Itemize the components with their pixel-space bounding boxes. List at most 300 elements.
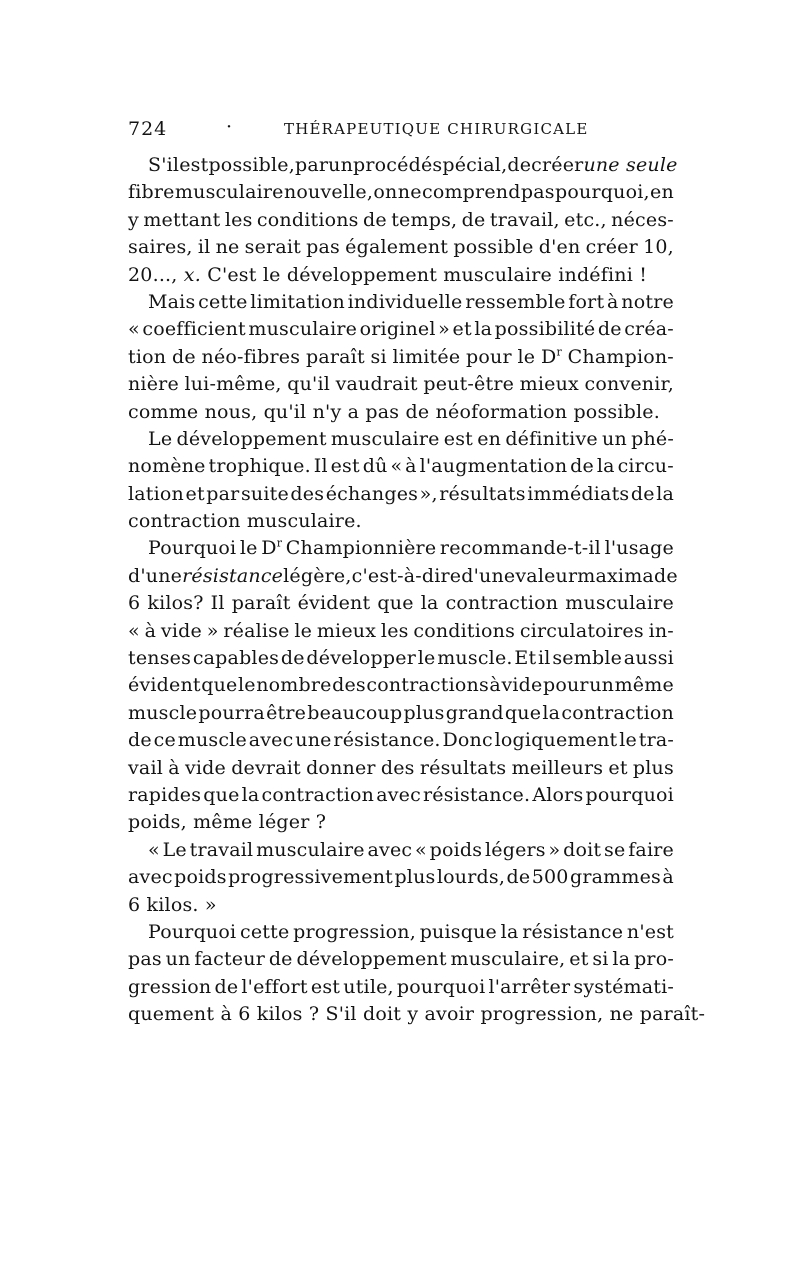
word: pas <box>365 400 400 423</box>
word: possible, <box>208 154 295 176</box>
word: la <box>542 701 561 724</box>
text-line <box>128 645 674 672</box>
word: de <box>214 975 239 998</box>
word: un <box>589 674 615 697</box>
word: vide <box>160 619 202 642</box>
word: dû <box>362 455 388 478</box>
word: avec <box>376 783 421 806</box>
word: serait <box>244 236 301 259</box>
word: résistance <box>182 564 284 587</box>
word: peut-être <box>423 373 515 396</box>
word: la <box>241 783 260 806</box>
word: la <box>656 482 674 505</box>
word: limitée <box>392 345 461 368</box>
word: léger ? <box>258 811 327 834</box>
word: de <box>507 154 532 176</box>
word: même <box>614 674 674 697</box>
word: d'en <box>538 236 581 259</box>
word: x. <box>183 263 201 286</box>
word: contraction <box>128 510 241 533</box>
word: l'arrêter <box>488 975 571 998</box>
word: pour <box>542 674 589 697</box>
word: l'effort <box>241 975 308 998</box>
text-line <box>128 700 674 727</box>
word: Alors <box>532 783 584 806</box>
word: d'une <box>128 564 183 587</box>
text-line <box>128 892 674 919</box>
word: par <box>294 154 329 176</box>
word: musculaire <box>248 318 358 341</box>
word: Le <box>162 838 187 861</box>
word: les <box>380 619 409 642</box>
word: le <box>417 647 436 670</box>
word: » <box>548 838 561 861</box>
word: être <box>266 701 307 724</box>
word: travail <box>189 838 254 861</box>
word: mieux <box>316 619 377 642</box>
word: développer <box>306 647 416 670</box>
word: un <box>602 427 627 450</box>
text-line <box>128 809 674 836</box>
word: originel <box>359 318 436 341</box>
word: devrait <box>231 756 301 779</box>
word: résultats <box>419 756 507 779</box>
word: pas <box>128 948 162 971</box>
word: des <box>332 674 366 697</box>
word: musculaire <box>443 263 552 286</box>
word: comprend <box>421 181 521 204</box>
word: et <box>569 948 589 971</box>
word: le <box>619 729 637 752</box>
word: meilleurs <box>511 756 604 779</box>
word: ce <box>153 729 176 752</box>
word: mieux <box>519 373 579 396</box>
text-line <box>128 344 674 371</box>
word: faire <box>628 838 674 861</box>
word: individuelle <box>347 290 463 313</box>
word: trophique. <box>208 455 311 478</box>
word: avec <box>128 866 173 889</box>
word: nouvelle, <box>283 181 374 204</box>
text-line <box>128 399 674 426</box>
text-line <box>128 837 674 864</box>
word: est <box>330 455 360 478</box>
word: quement <box>128 1003 215 1026</box>
text-line <box>128 152 678 179</box>
word: paraît <box>305 345 365 368</box>
word: légers <box>485 838 546 861</box>
word: nous, <box>204 400 258 423</box>
word: temps, <box>391 208 458 231</box>
word: muscle. <box>437 647 513 670</box>
text-line <box>128 535 674 562</box>
word: l'usage <box>604 537 674 560</box>
word: limitation <box>250 290 345 313</box>
text-line <box>128 727 674 754</box>
word: plus <box>632 756 674 779</box>
word: musculaire <box>256 838 365 861</box>
word: aussi <box>623 647 674 670</box>
word: en <box>650 181 674 204</box>
word: la <box>500 920 519 943</box>
word: kilos ? <box>256 1003 320 1026</box>
word: fort <box>568 290 605 313</box>
word: plus <box>394 866 436 889</box>
word: progressivement <box>228 866 394 889</box>
word: S'il <box>325 1003 357 1026</box>
word: néoformation <box>435 400 568 423</box>
word: le <box>517 345 536 368</box>
word: qu'il <box>287 373 330 396</box>
word: saires, <box>128 236 193 259</box>
word: et <box>608 756 628 779</box>
word: gression <box>128 975 212 998</box>
text-line <box>128 672 674 699</box>
word: cette <box>198 290 248 313</box>
word: c'est-à-dire <box>351 564 462 587</box>
word: kilos. <box>146 893 199 916</box>
word: lourds, <box>436 866 506 889</box>
word: que <box>377 592 414 615</box>
word: la <box>474 318 493 341</box>
word: a <box>347 400 360 423</box>
word: cette <box>240 920 290 943</box>
running-header <box>128 118 672 146</box>
body-text <box>128 152 706 1029</box>
word: se <box>604 838 626 861</box>
word: échanges <box>325 482 419 505</box>
word: capables <box>192 647 280 670</box>
word: les <box>224 208 253 231</box>
word: est <box>179 154 209 176</box>
word: vail <box>128 756 164 779</box>
word: que <box>201 674 238 697</box>
word: de <box>268 948 293 971</box>
word: la <box>596 455 615 478</box>
word: d'une <box>461 564 516 587</box>
text-line <box>128 946 674 973</box>
text-line <box>128 1001 706 1028</box>
word: le <box>239 537 258 560</box>
word: Et <box>514 647 537 670</box>
word: développement <box>296 948 447 971</box>
word: conditions <box>413 619 516 642</box>
word: est <box>443 427 474 450</box>
text-line <box>128 782 674 809</box>
word: Pourquoi <box>148 920 237 943</box>
word: nomène <box>128 455 206 478</box>
word: poids <box>174 866 227 889</box>
word: et <box>185 482 205 505</box>
word: « <box>128 619 140 642</box>
text-line <box>128 563 678 590</box>
word: pourquoi, <box>555 181 650 204</box>
word: la <box>420 592 439 615</box>
word: de <box>171 345 196 368</box>
word: des <box>290 482 325 505</box>
word: doit <box>362 1003 402 1026</box>
word: il <box>197 236 211 259</box>
word: C'est <box>207 263 257 286</box>
text-line <box>128 618 674 645</box>
word: résistance. <box>333 729 441 752</box>
word: « <box>148 838 160 861</box>
word: la <box>612 948 631 971</box>
paragraph <box>128 919 706 1029</box>
word: progression, <box>480 1003 604 1026</box>
word: maxima <box>577 564 654 587</box>
text-line <box>128 919 674 946</box>
page-number: 724 <box>128 118 168 140</box>
word: développement <box>286 263 438 286</box>
word: résistance. <box>423 783 531 806</box>
word: beaucoup <box>307 701 403 724</box>
word: vaudrait <box>335 373 418 396</box>
word: » <box>438 318 450 341</box>
word: 6 <box>238 1003 251 1026</box>
text-line <box>128 262 674 289</box>
word: kilos? <box>147 592 204 615</box>
word: musculaire <box>174 181 284 204</box>
word: évident <box>297 592 371 615</box>
word: muscle <box>128 701 198 724</box>
text-line <box>128 179 674 206</box>
word: logiquement <box>494 729 618 752</box>
word: semble <box>552 647 623 670</box>
word: Il <box>210 592 225 615</box>
word: musculaire <box>565 592 674 615</box>
word: facteur <box>194 948 265 971</box>
word: contraction <box>561 701 674 724</box>
word: à <box>662 866 674 889</box>
word: mettant <box>143 208 221 231</box>
word: $D^r$ <box>261 537 283 560</box>
word: pourquoi <box>396 975 486 998</box>
word: même <box>193 811 253 834</box>
word: par <box>206 482 240 505</box>
word: de <box>506 866 531 889</box>
text-line <box>128 508 674 535</box>
word: circulatoires <box>519 619 644 642</box>
word: pourra <box>198 701 265 724</box>
word: grammes <box>569 866 661 889</box>
word: à <box>168 756 180 779</box>
word: lui-même, <box>184 373 282 396</box>
word: poids, <box>128 811 187 834</box>
word: résistance <box>522 920 624 943</box>
header-separator: · <box>226 116 233 138</box>
word: créer <box>585 236 638 259</box>
word: rapides <box>128 783 202 806</box>
word: possible. <box>573 400 660 423</box>
word: tion <box>128 345 167 368</box>
word: est <box>310 975 341 998</box>
word: notre <box>621 290 674 313</box>
word: on <box>373 181 398 204</box>
word: Champion- <box>567 345 674 368</box>
word: avoir <box>424 1003 475 1026</box>
word: de <box>280 647 305 670</box>
word: muscle <box>177 729 247 752</box>
word: évident <box>128 674 201 697</box>
word: ne <box>215 236 240 259</box>
word: de <box>653 564 678 587</box>
word: convenir, <box>584 373 674 396</box>
word: musculaire. <box>246 510 362 533</box>
word: « <box>390 455 403 478</box>
word: 6 <box>128 893 141 916</box>
word: de <box>363 208 387 231</box>
word: n'est <box>626 920 674 943</box>
word: progression, <box>293 920 416 943</box>
paragraph <box>128 535 678 836</box>
paragraph <box>128 289 674 426</box>
word: qu'il <box>263 400 307 423</box>
word: n'y <box>312 400 342 423</box>
word: le <box>262 263 281 286</box>
word: 500 <box>531 866 569 889</box>
word: de <box>570 455 594 478</box>
word: de <box>128 729 152 752</box>
text-line <box>128 590 674 617</box>
word: travail, <box>489 208 560 231</box>
word: tenses <box>128 647 192 670</box>
word: de <box>461 208 486 231</box>
word: créa- <box>624 318 674 341</box>
word: vide <box>501 674 543 697</box>
paragraph <box>128 837 674 919</box>
text-line <box>128 316 674 343</box>
word: Championnière <box>285 537 437 560</box>
word: phé- <box>631 427 674 450</box>
word: une seule <box>583 154 678 176</box>
text-line <box>128 974 674 1001</box>
word: donner <box>306 756 376 779</box>
word: contractions <box>366 674 489 697</box>
word: possibilité <box>494 318 596 341</box>
word: suite <box>240 482 289 505</box>
word: résultats <box>439 482 526 505</box>
word: circu- <box>617 455 674 478</box>
word: lation <box>128 482 184 505</box>
word: procédé <box>353 154 433 176</box>
word: de <box>405 400 430 423</box>
word: à <box>220 1003 232 1026</box>
word: Donc <box>442 729 493 752</box>
word: grand <box>445 701 504 724</box>
text-line <box>128 755 674 782</box>
word: développement <box>176 427 327 450</box>
word: immédiats <box>527 482 630 505</box>
word: si <box>370 345 387 368</box>
word: néo-fibres <box>201 345 301 368</box>
word: « <box>128 318 140 341</box>
word: y <box>128 208 139 231</box>
word: vide <box>184 756 226 779</box>
word: contraction <box>445 592 559 615</box>
word: si <box>592 948 609 971</box>
word: Pourquoi <box>148 537 237 560</box>
word: des <box>380 756 415 779</box>
word: réalise <box>223 619 290 642</box>
word: contraction <box>261 783 375 806</box>
word: musculaire, <box>450 948 566 971</box>
word: systémati- <box>573 975 674 998</box>
word: également <box>345 236 449 259</box>
word: recommande-t-il <box>439 537 601 560</box>
word: coefficient <box>142 318 246 341</box>
word: $D^r$ <box>541 345 562 368</box>
word: y <box>407 1003 419 1026</box>
word: créer <box>531 154 584 176</box>
word: il <box>538 647 551 670</box>
word: in- <box>648 619 674 642</box>
text-line <box>128 371 674 398</box>
word: paraît <box>231 592 291 615</box>
word: », <box>419 482 438 505</box>
text-line <box>128 426 674 453</box>
word: spécial, <box>432 154 508 176</box>
word: indéfini ! <box>558 263 648 286</box>
word: comme <box>128 400 199 423</box>
word: à <box>607 290 619 313</box>
word: « <box>415 838 427 861</box>
word: à <box>405 455 417 478</box>
word: ressemble <box>465 290 566 313</box>
word: Mais <box>148 290 196 313</box>
running-title: THÉRAPEUTIQUE CHIRURGICALE <box>284 120 589 138</box>
word: 20..., <box>128 263 178 286</box>
word: le <box>294 619 313 642</box>
word: fibre <box>128 181 175 204</box>
word: un <box>328 154 354 176</box>
text-line <box>128 234 674 261</box>
word: en <box>477 427 502 450</box>
text-line <box>128 207 674 234</box>
word: musculaire <box>330 427 440 450</box>
word: doit <box>563 838 602 861</box>
word: une <box>295 729 332 752</box>
word: conditions <box>256 208 359 231</box>
word: etc., <box>564 208 607 231</box>
word: nière <box>128 373 179 396</box>
word: tra- <box>638 729 674 752</box>
text-line <box>128 453 674 480</box>
word: l'augmentation <box>419 455 568 478</box>
word: nombre <box>256 674 332 697</box>
word: que <box>203 783 240 806</box>
word: pourquoi <box>585 783 674 806</box>
word: et <box>452 318 472 341</box>
word: puisque <box>419 920 497 943</box>
word: » <box>206 619 219 642</box>
word: paraît- <box>639 1003 706 1026</box>
word: ne <box>397 181 422 204</box>
word: 10, <box>643 236 674 259</box>
word: définitive <box>505 427 598 450</box>
word: le <box>237 674 256 697</box>
word: poids <box>429 838 483 861</box>
word: pas <box>306 236 340 259</box>
word: possible <box>453 236 534 259</box>
word: » <box>204 893 217 916</box>
word: légère, <box>283 564 352 587</box>
word: plus <box>403 701 445 724</box>
word: valeur <box>515 564 578 587</box>
text-line <box>128 864 674 891</box>
word: avec <box>367 838 413 861</box>
word: à <box>489 674 501 697</box>
